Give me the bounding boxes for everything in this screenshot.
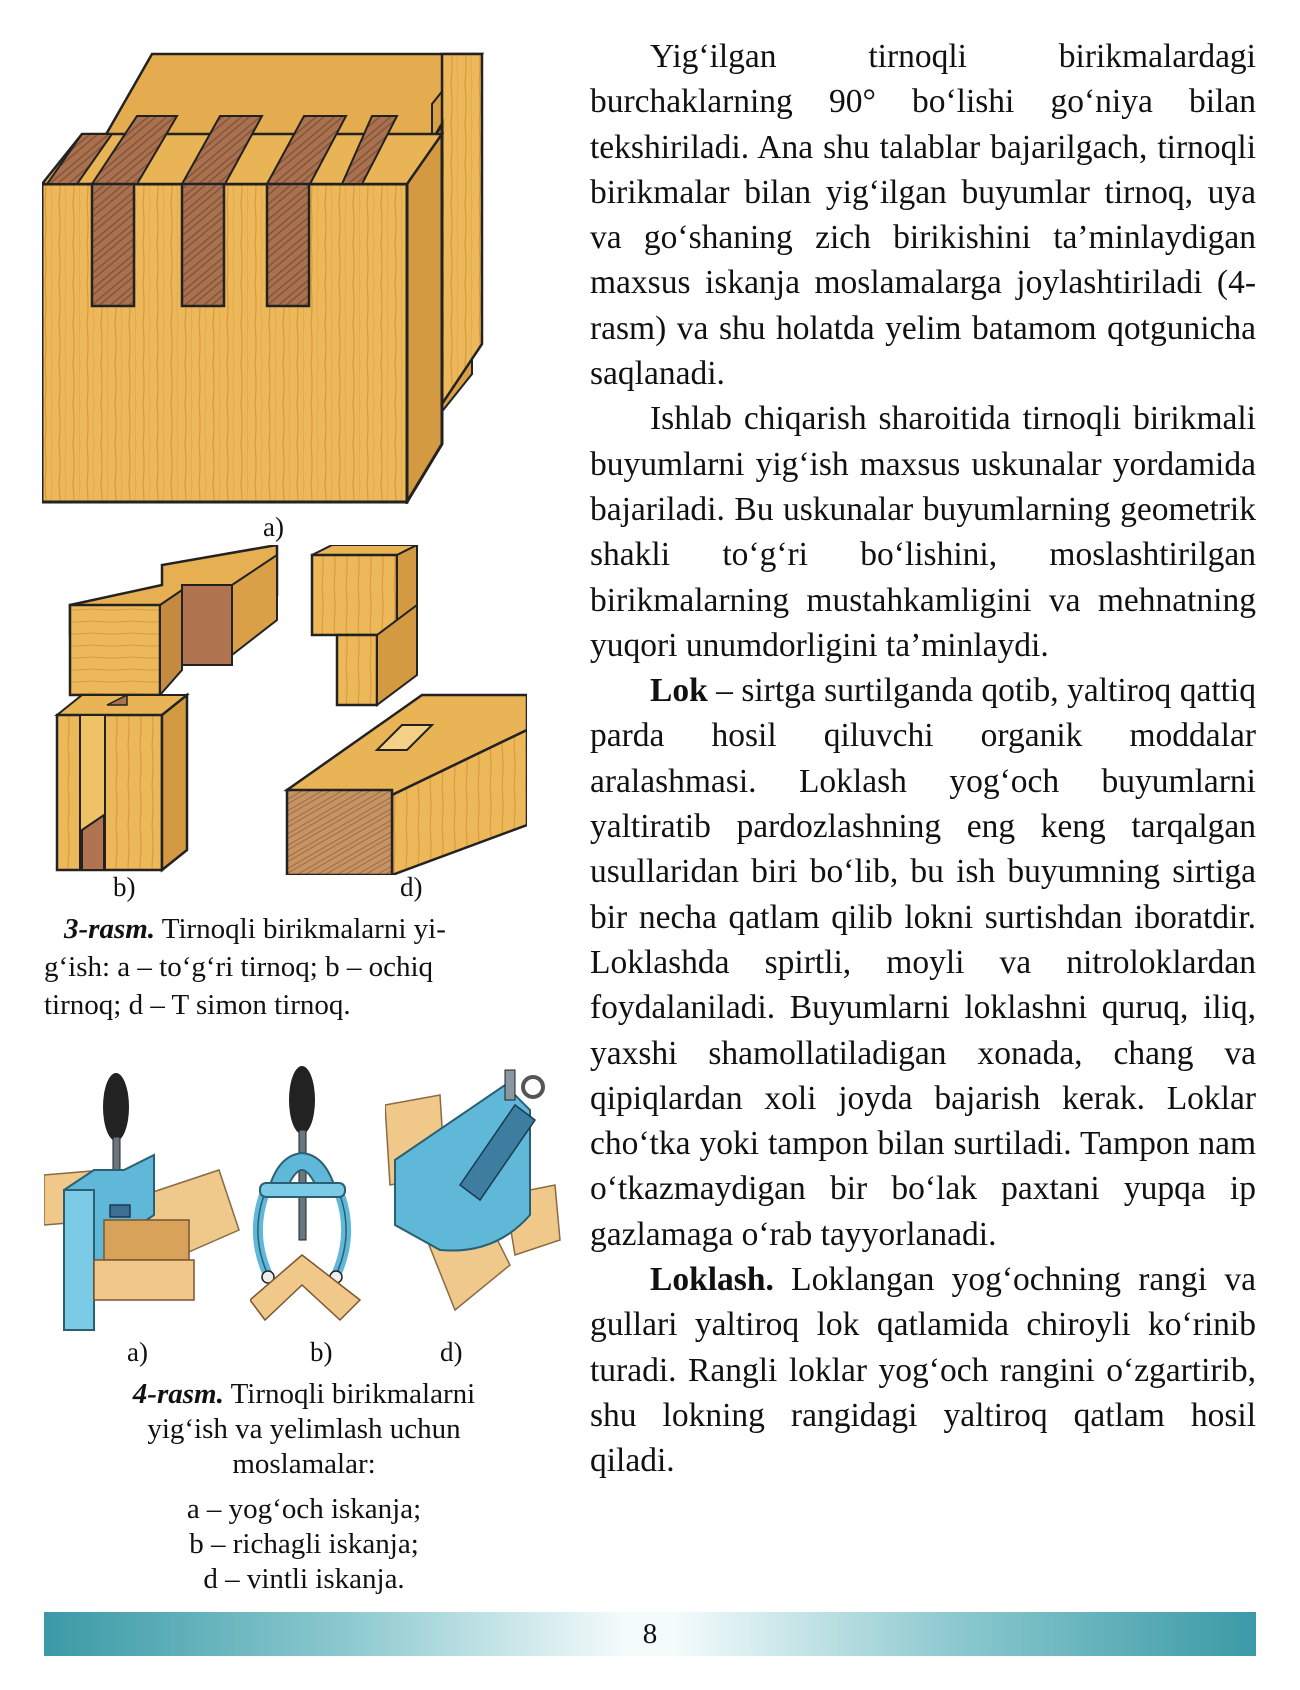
body-text-column [590, 34, 1256, 1484]
figure-3b-label: b) [113, 872, 136, 902]
paragraph-2: Ishlab chiqarish sharoitida tirnoqli birikmali buyumlarni yig‘ish maxsus uskunalar yordamida bajariladi. Bu uskunalar buyumlarning geometrik shakli to‘g‘ri bo‘lishini, moslashtirilgan birikmalarning mustahkamligini va mehnatning yuqori unumdorligini ta’minlaydi. [590, 400, 1256, 664]
figure-3-caption-line1: Tirnoqli birikmalarni yi- [155, 913, 446, 945]
figure-3d-t-tenon-joint [282, 545, 527, 875]
page-number: 8 [642, 1618, 658, 1650]
figure-4-item-b: b – richagli iskanja; [189, 1528, 419, 1560]
figure-4-item-d: d – vintli iskanja. [203, 1563, 405, 1595]
figure-4d-screw-clamp [385, 1065, 565, 1325]
figure-4a-label: a) [127, 1337, 148, 1367]
figure-3a-label: a) [263, 512, 284, 542]
paragraph-3 [590, 668, 1256, 1257]
figure-3-caption-line2: g‘ish: a – to‘g‘ri tirnoq; b – ochiq [44, 951, 434, 983]
figure-4-item-a: a – yog‘och iskanja; [186, 1493, 422, 1525]
figure-3-caption [44, 910, 544, 1024]
figure-4-caption-line3: moslamalar: [232, 1448, 376, 1480]
figure-4-number: 4-rasm. [132, 1378, 224, 1410]
figure-4-caption [44, 1377, 564, 1597]
figure-4d-label: d) [440, 1337, 463, 1367]
figure-4-caption-line2: yig‘ish va yelimlash uchun [147, 1413, 461, 1445]
paragraph-3-text: – sirtga surtilganda qotib, yaltiroq qattiq parda hosil qiluvchi organik moddalar aralashmasi. Loklash yog‘och buyumlarni yaltiratib pardozlashning eng keng tarqalgan usullaridan biri bo‘lib, bu ish buyumning sirtiga bir necha qatlam qilib lokni surtishdan iboratdir. Loklashda spirtli, moyli va nitroloklardan foydalaniladi. Buyumlarni loklashni quruq, iliq, yaxshi shamollatiladigan xonada, chang va qipiqlardan xoli joyda bajarish kerak. Loklar cho‘tka yoki tampon bilan surtiladi. Tampon nam o‘tkazmaydigan bir bo‘lak paxtani yupqa ip gazlamaga o‘rab tayyorlanadi. [590, 672, 1256, 1253]
figure-3d-label: d) [400, 872, 423, 902]
paragraph-1: Yig‘ilgan tirnoqli birikmalardagi burchaklarning 90° bo‘lishi go‘niya bilan tekshiriladi. Ana shu talablar bajarilgach, tirnoqli birikmalar bilan yig‘ilgan buyumlar tirnoq, uya va go‘shaning zich birikishini ta’minlaydigan maxsus iskanja moslamalarga joylashtiriladi (4-rasm) va shu holatda yelim batamom qotgunicha saqlanadi. [590, 38, 1256, 393]
figure-3b-open-tenon-joint [52, 545, 292, 875]
figure-4b-label: b) [310, 1337, 333, 1367]
paragraph-4 [590, 1257, 1256, 1483]
figure-3-caption-line3: tirnoq; d – T simon tirnoq. [44, 989, 351, 1021]
paragraph-4-text: Loklangan yog‘ochning rangi va gullari yaltiroq lok qatlamida chiroyli ko‘rinib turadi. Rangli loklar yog‘och rangini o‘zgartirib, shu lokning rangidagi yaltiroq qatlam hosil qiladi. [590, 1261, 1256, 1480]
term-lok: Lok [650, 672, 708, 710]
figure-3a-straight-tenon-joint [42, 44, 522, 504]
figure-3-number: 3-rasm. [64, 913, 156, 945]
figure-4b-lever-clamp [250, 1065, 380, 1325]
term-loklash: Loklash. [650, 1261, 774, 1299]
figure-4a-wooden-clamp [44, 1065, 244, 1335]
figure-4-caption-line1: Tirnoqli birikmalarni [223, 1378, 476, 1410]
